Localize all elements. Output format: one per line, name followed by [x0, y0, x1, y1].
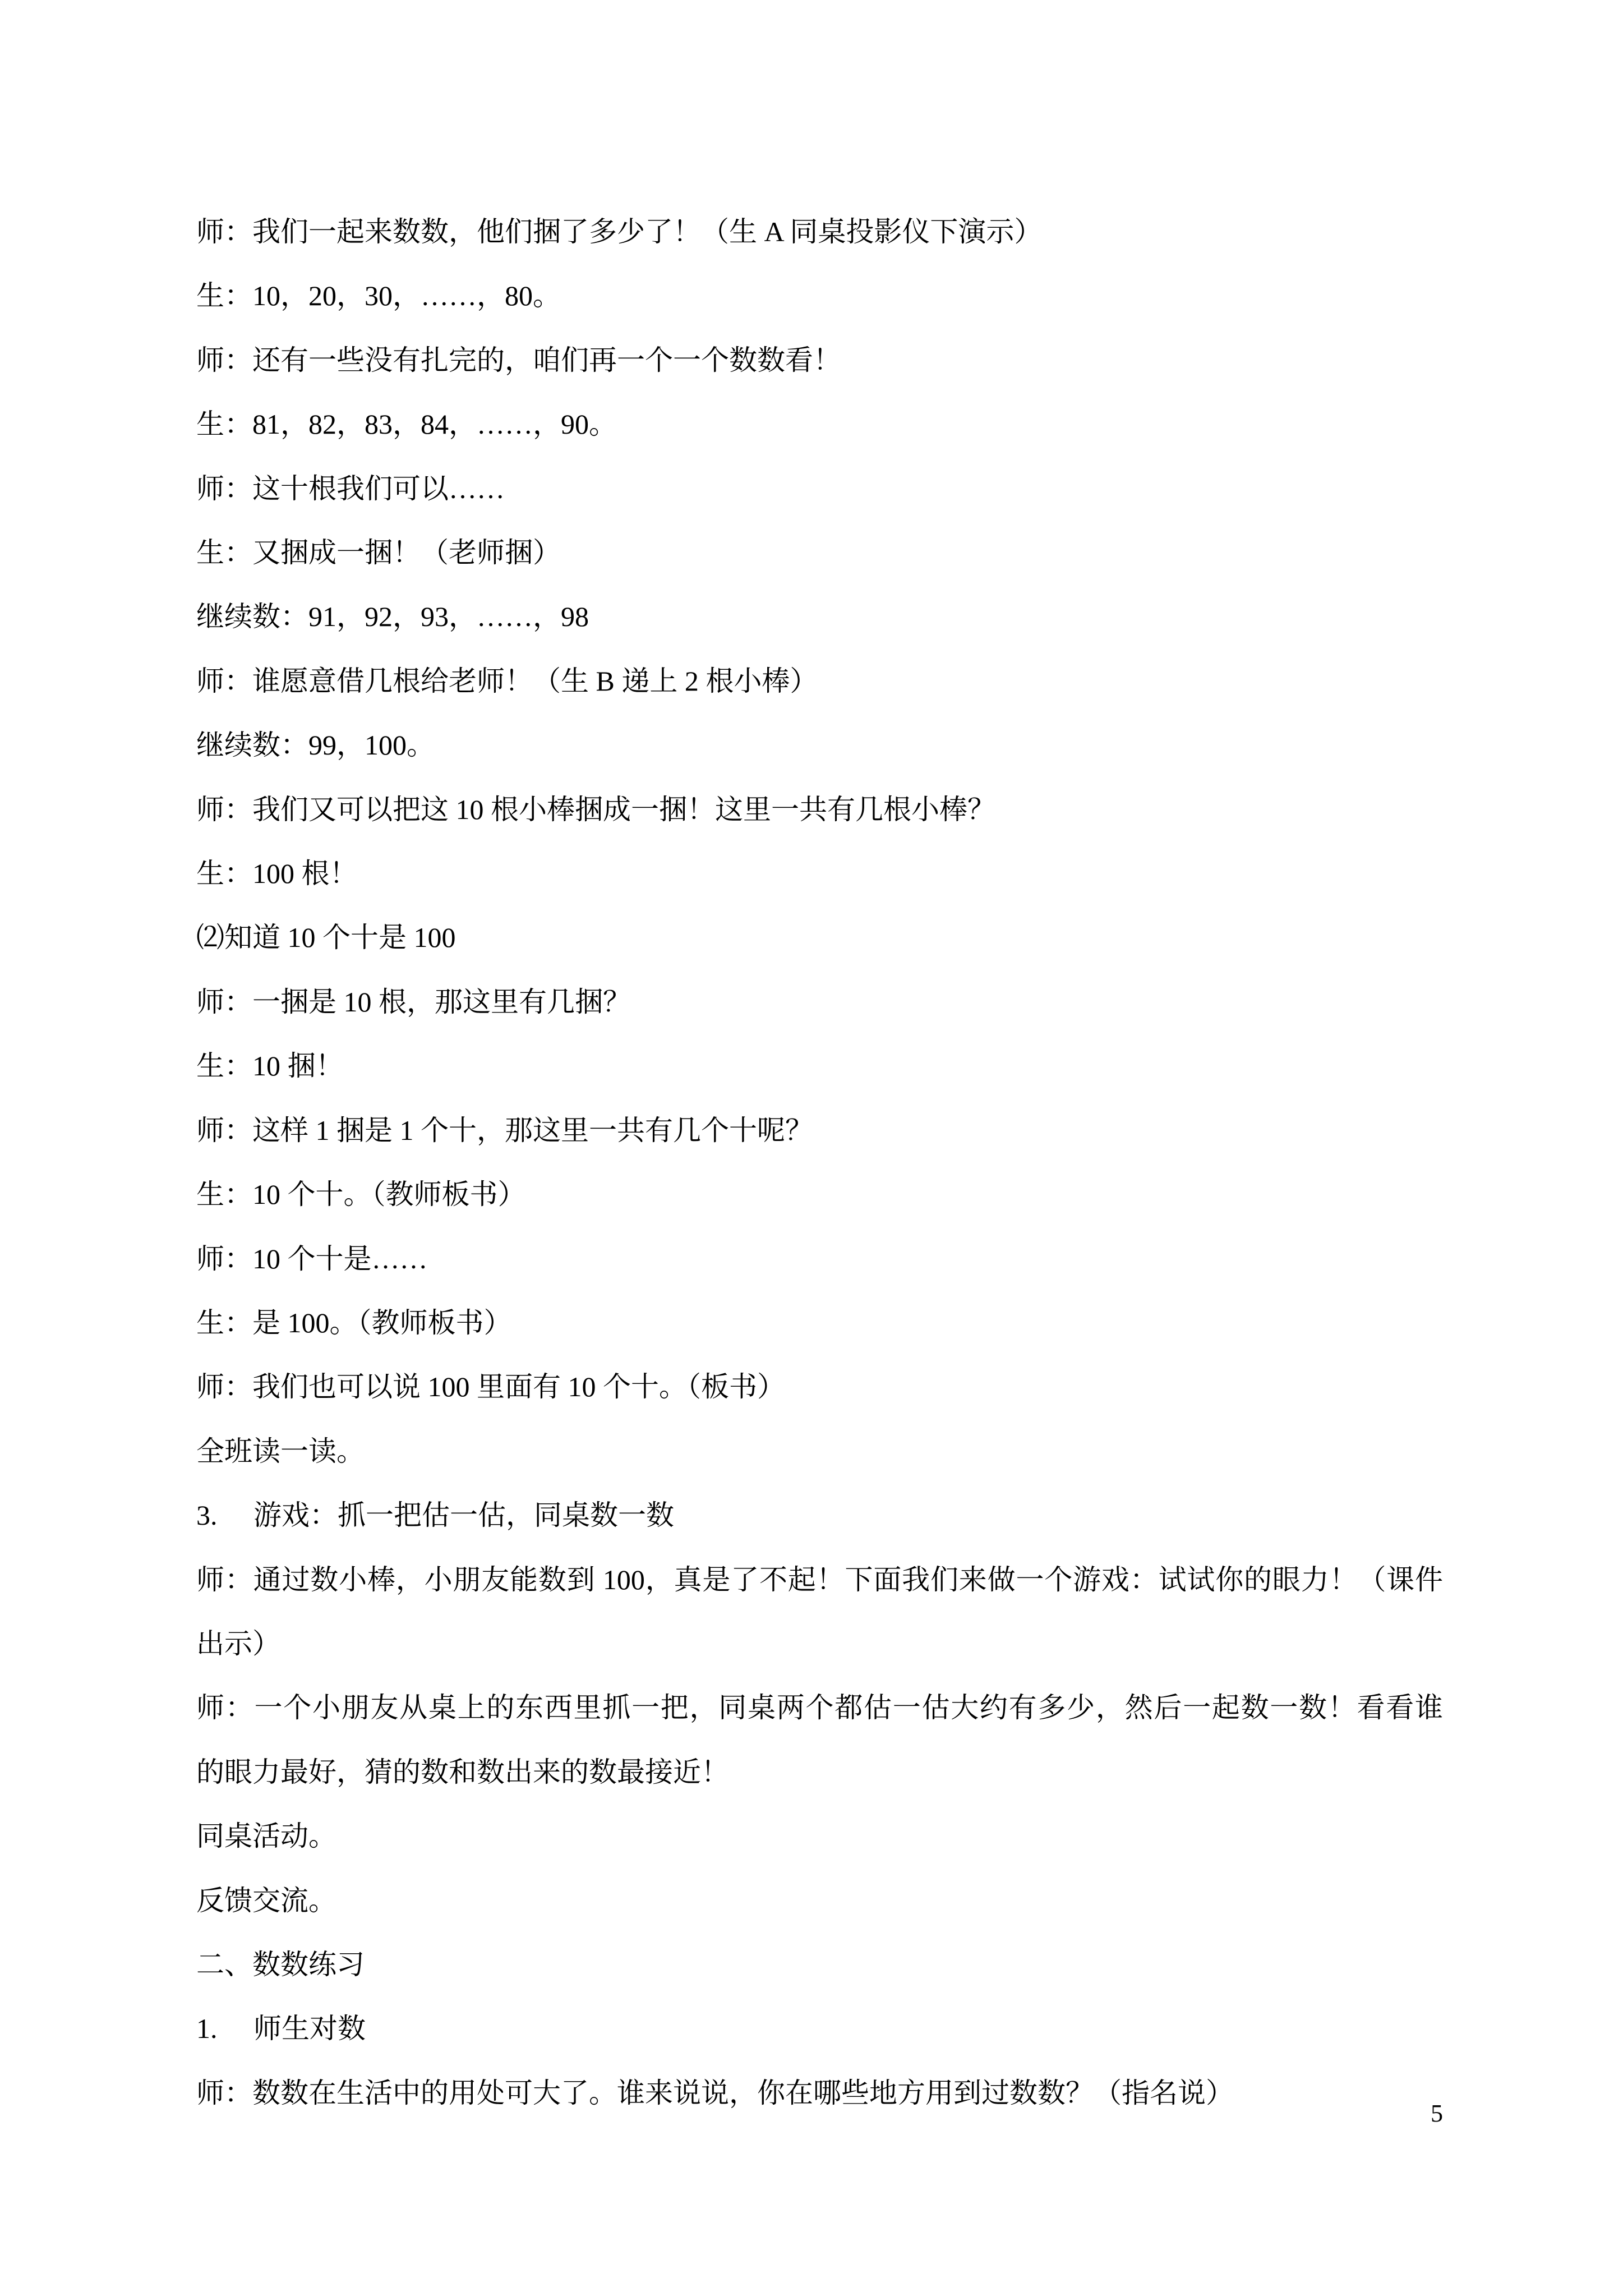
line-text: 师：一个小朋友从桌上的东西里抓一把，同桌两个都估一估大约有多少，然后一起数一数！看看谁: [196, 1692, 1443, 1724]
teacher-line: [196, 200, 1443, 264]
line-text: 二、数数练习: [196, 1948, 365, 1980]
line-text: 师：10 个十是……: [196, 1243, 428, 1274]
line-text: 师：一捆是 10 根，那这里有几捆？: [196, 986, 631, 1018]
line-text: 生：81，82，83，84，……，90。: [196, 408, 617, 440]
item-number: 1.: [196, 2013, 218, 2045]
teacher-line: [196, 1098, 1443, 1162]
line-text: 师：通过数小棒，小朋友能数到 100，真是了不起！下面我们来做一个游戏：试试你的眼力！（课件: [196, 1563, 1443, 1595]
teacher-line: [196, 328, 1443, 392]
numbered-item: [196, 1996, 1443, 2060]
teacher-line: [196, 2061, 1443, 2125]
line-text: 生：又捆成一捆！（老师捆）: [196, 537, 561, 569]
document-body: [196, 200, 1443, 2125]
line-text: 师：我们也可以说 100 里面有 10 个十。（板书）: [196, 1371, 785, 1403]
line-text: 师：数数在生活中的用处可大了。谁来说说，你在哪些地方用到过数数？（指名说）: [196, 2077, 1234, 2109]
line-text: 生：10，20，30，……，80。: [196, 280, 561, 312]
counting-line: [196, 713, 1443, 777]
line-text: 生：100 根！: [196, 858, 358, 890]
teacher-line: [196, 457, 1443, 521]
line-text: 师：还有一些没有扎完的，咱们再一个一个数数看！: [196, 344, 841, 376]
instruction-line: [196, 1804, 1443, 1868]
line-text: 出示）: [196, 1627, 280, 1659]
subsection-heading: [196, 905, 1443, 969]
line-text: 师：这十根我们可以……: [196, 472, 505, 504]
line-text: 师：我们又可以把这 10 根小棒捆成一捆！这里一共有几根小棒？: [196, 793, 995, 825]
teacher-line: [196, 777, 1443, 841]
line-text: 生：是 100。（教师板书）: [196, 1306, 512, 1338]
counting-line: [196, 585, 1443, 648]
teacher-line: [196, 970, 1443, 1034]
instruction-line: [196, 1869, 1443, 1932]
line-text: 的眼力最好，猜的数和数出来的数最接近！: [196, 1756, 729, 1788]
line-text: 师：我们一起来数数，他们捆了多少了！（生 A 同桌投影仪下演示）: [196, 216, 1043, 247]
student-line: [196, 392, 1443, 456]
teacher-paragraph: [196, 1548, 1443, 1676]
teacher-line: [196, 1355, 1443, 1419]
instruction-line: [196, 1419, 1443, 1483]
line-text: 同桌活动。: [196, 1820, 336, 1852]
student-line: [196, 1034, 1443, 1098]
item-number: 3.: [196, 1499, 218, 1531]
teacher-line: [196, 649, 1443, 713]
line-text: ⑵知道 10 个十是 100: [196, 922, 456, 954]
line-text: 继续数：99，100。: [196, 729, 435, 761]
student-line: [196, 841, 1443, 905]
teacher-paragraph: [196, 1676, 1443, 1804]
student-line: [196, 521, 1443, 585]
student-line: [196, 1291, 1443, 1355]
line-text: 全班读一读。: [196, 1435, 365, 1467]
page-number: 5: [1431, 2100, 1443, 2127]
line-text: 师：谁愿意借几根给老师！（生 B 递上 2 根小棒）: [196, 665, 818, 697]
line-text: 生：10 捆！: [196, 1050, 344, 1082]
item-title: 游戏：抓一把估一估，同桌数一数: [253, 1499, 674, 1531]
line-text: 反馈交流。: [196, 1884, 336, 1916]
section-heading: [196, 1932, 1443, 1996]
item-title: 师生对数: [253, 2013, 366, 2045]
student-line: [196, 1162, 1443, 1226]
line-text: 生：10 个十。（教师板书）: [196, 1179, 526, 1211]
teacher-line: [196, 1227, 1443, 1291]
numbered-item: [196, 1483, 1443, 1547]
line-text: 继续数：91，92，93，……，98: [196, 601, 589, 633]
student-line: [196, 264, 1443, 328]
line-text: 师：这样 1 捆是 1 个十，那这里一共有几个十呢？: [196, 1114, 813, 1146]
